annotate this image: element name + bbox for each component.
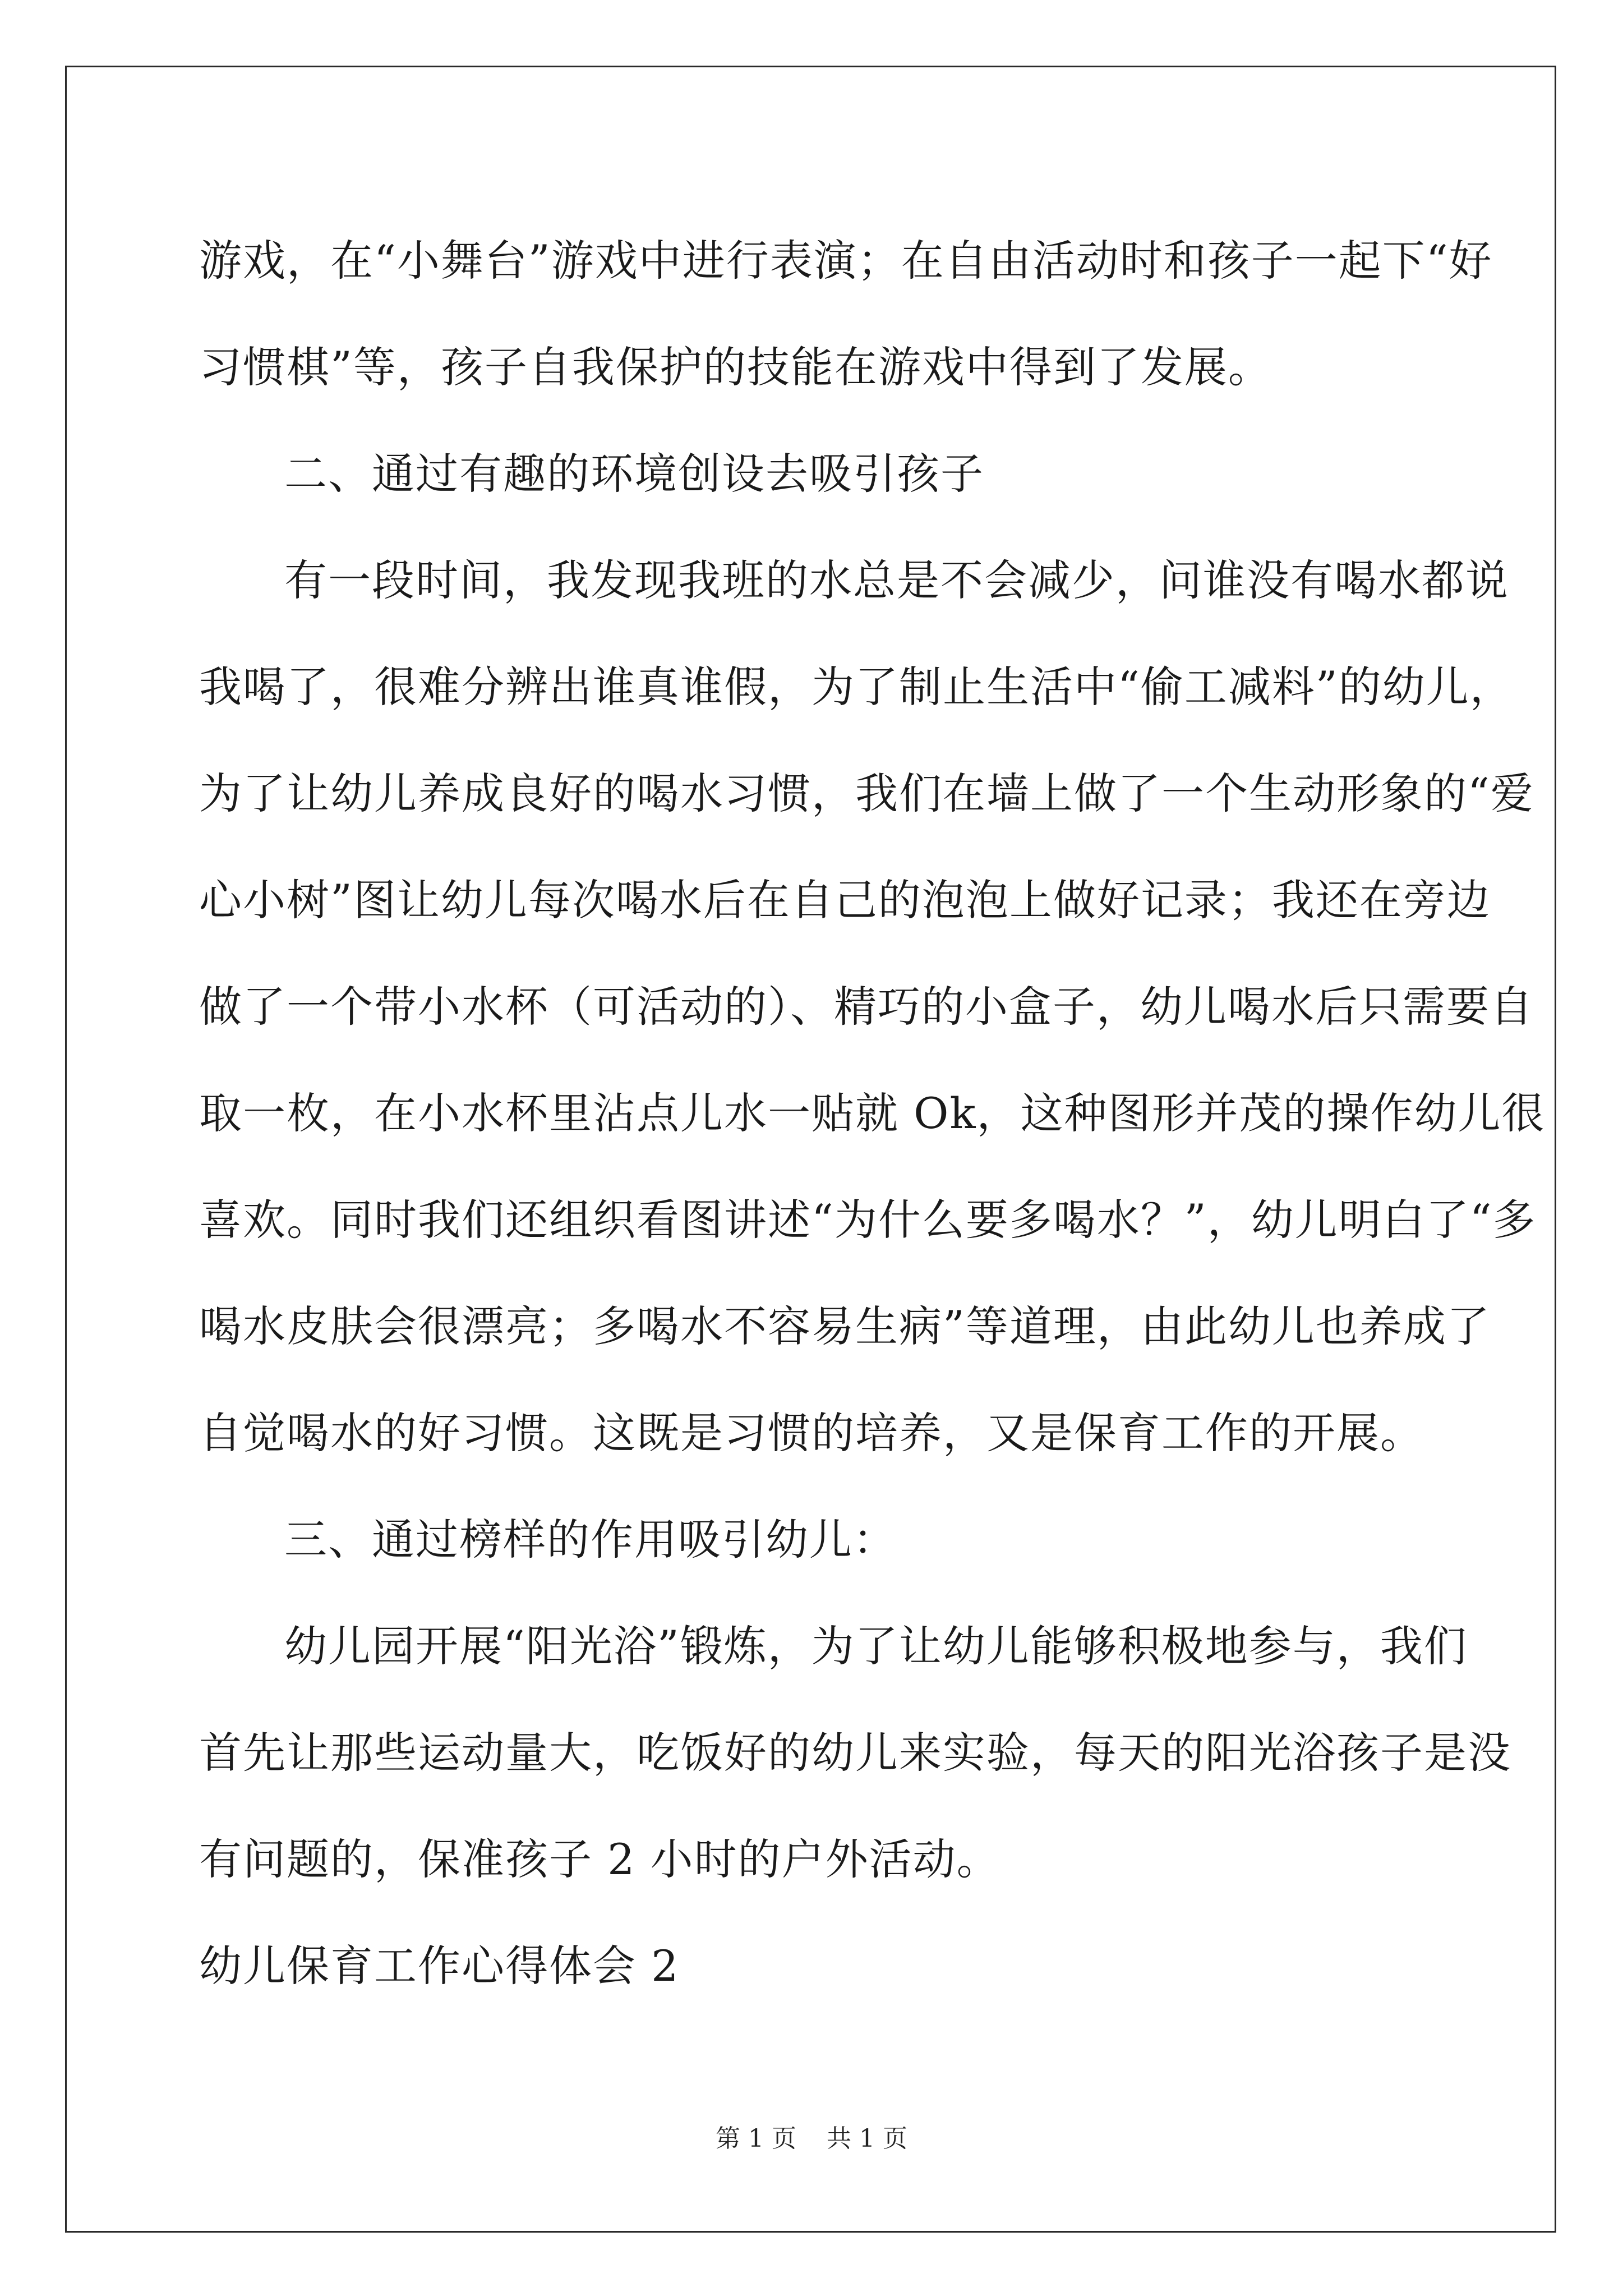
document-body [199,208,1546,2019]
page-number: 第 1 页 [716,2124,796,2153]
paragraph-line: 喝水皮肤会很漂亮；多喝水不容易生病”等道理，由此幼儿也养成了 [199,1301,1491,1351]
page-total: 共 1 页 [827,2124,907,2153]
article-title: 幼儿保育工作心得体会 2 [199,1941,680,1991]
paragraph-line: 喜欢。同时我们还组织看图讲述“为什么要多喝水？”，幼儿明白了“多 [199,1195,1537,1245]
paragraph-line: 我喝了，很难分辨出谁真谁假，为了制止生活中“偷工减料”的幼儿， [199,662,1514,712]
paragraph-line: 为了让幼儿养成良好的喝水习惯，我们在墙上做了一个生动形象的“爱 [199,769,1534,818]
paragraph-line: 幼儿园开展“阳光浴”锻炼，为了让幼儿能够积极地参与，我们 [284,1621,1468,1671]
section-heading: 三、通过榜样的作用吸引幼儿： [284,1515,897,1565]
section-heading: 二、通过有趣的环境创设去吸引孩子 [284,449,984,499]
paragraph-line: 有一段时间，我发现我班的水总是不会减少，问谁没有喝水都说 [284,555,1509,605]
paragraph-line: 有问题的，保准孩子 2 小时的户外活动。 [199,1834,1000,1884]
paragraph-line: 做了一个带小水杯（可活动的）、精巧的小盒子，幼儿喝水后只需要自 [199,982,1534,1032]
paragraph-line: 自觉喝水的好习惯。这既是习惯的培养，又是保育工作的开展。 [199,1408,1424,1458]
paragraph-line: 心小树”图让幼儿每次喝水后在自己的泡泡上做好记录；我还在旁边 [199,875,1491,925]
paragraph-line: 取一枚，在小水杯里沾点儿水一贴就 Ok，这种图形并茂的操作幼儿很 [199,1088,1546,1138]
paragraph-line: 习惯棋”等，孩子自我保护的技能在游戏中得到了发展。 [199,342,1272,392]
paragraph-line: 游戏，在“小舞台”游戏中进行表演；在自由活动时和孩子一起下“好 [199,236,1493,286]
paragraph-line: 首先让那些运动量大，吃饭好的幼儿来实验，每天的阳光浴孩子是没 [199,1728,1511,1778]
page-footer [0,2118,1623,2154]
